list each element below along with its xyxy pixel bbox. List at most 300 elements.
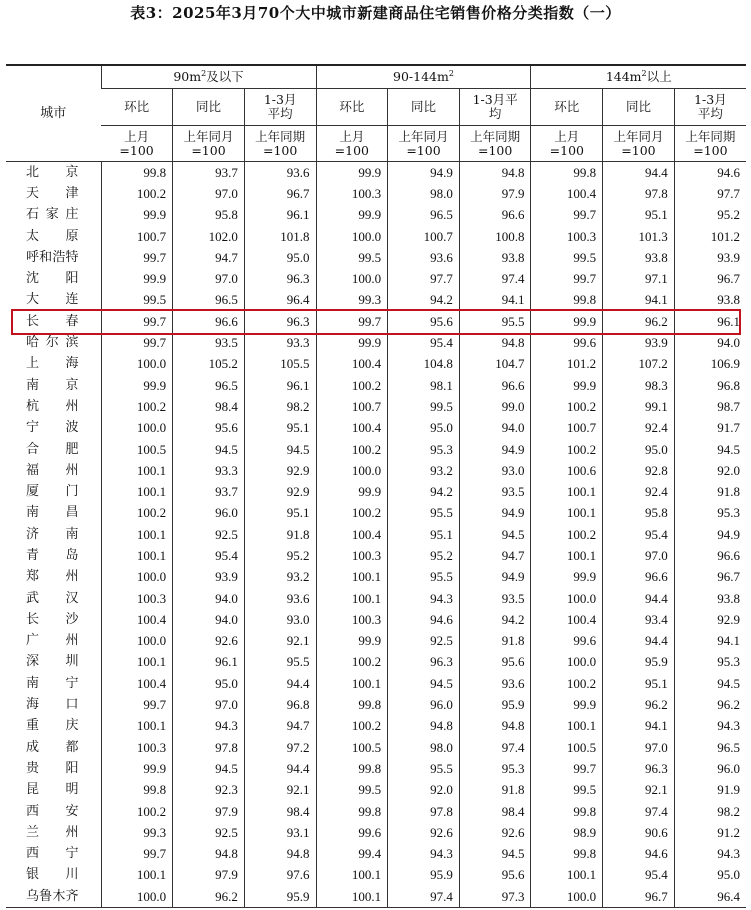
index-value: 91.9 [674,780,746,801]
sub-header [316,89,388,126]
index-value: 100.1 [101,652,173,673]
index-value: 91.2 [674,822,746,843]
index-value: 94.5 [459,844,531,865]
index-value: 100.4 [316,524,388,545]
base-header-line: 上年同月 [183,128,234,144]
index-value: 94.5 [388,673,460,694]
table-row [6,844,746,865]
table-row [6,567,746,588]
index-value: 97.7 [674,183,746,204]
index-value: 97.4 [459,737,531,758]
index-value: 99.9 [316,481,388,502]
table-row [6,801,746,822]
index-value: 95.5 [459,311,531,332]
index-value: 96.6 [603,567,675,588]
index-value: 100.1 [531,481,603,502]
sub-header-line: 1-3月平 [472,92,518,107]
index-value: 96.7 [674,268,746,289]
index-value: 94.5 [674,673,746,694]
price-index-table [6,64,746,908]
index-value: 92.0 [388,780,460,801]
table-row [6,886,746,908]
index-value: 94.5 [674,439,746,460]
base-header [531,126,603,162]
index-value: 99.8 [316,758,388,779]
index-value: 100.2 [316,716,388,737]
index-value: 98.0 [388,737,460,758]
city-name: 南昌 [26,505,79,521]
index-value: 97.9 [459,183,531,204]
index-value: 97.4 [459,268,531,289]
index-value: 99.7 [101,694,173,715]
index-value: 104.7 [459,354,531,375]
index-value: 98.4 [244,801,316,822]
index-value: 94.3 [388,844,460,865]
index-value: 95.5 [388,503,460,524]
index-value: 93.0 [459,460,531,481]
index-value: 100.2 [316,652,388,673]
group-header [531,65,746,89]
table-row [6,503,746,524]
base-header-line: 上月 [339,128,365,144]
index-value: 98.4 [173,396,245,417]
index-value: 100.1 [101,865,173,886]
index-value: 96.2 [173,886,245,908]
index-value: 93.6 [244,588,316,609]
index-value: 96.1 [244,205,316,226]
index-value: 91.7 [674,418,746,439]
index-value: 95.3 [674,503,746,524]
base-header-line: 上年同月 [613,128,664,144]
table-row [6,545,746,566]
sub-header [244,89,316,126]
index-value: 94.7 [459,545,531,566]
table-row [6,460,746,481]
city-name: 南京 [26,377,79,393]
table-row [6,396,746,417]
index-value: 96.4 [244,290,316,311]
index-value: 98.2 [244,396,316,417]
index-value: 96.3 [603,758,675,779]
index-value: 94.6 [674,162,746,184]
index-value: 99.7 [531,205,603,226]
index-value: 94.9 [459,567,531,588]
city-name: 石家庄 [26,207,79,223]
city-name: 天津 [26,185,79,201]
index-value: 99.9 [101,375,173,396]
base-header-line: =100 [406,142,441,158]
city-name: 长沙 [26,611,79,627]
sub-header-line: 环比 [124,99,150,114]
index-value: 100.1 [531,865,603,886]
index-value: 99.7 [101,844,173,865]
sub-header-line: 环比 [554,99,580,114]
index-value: 96.8 [674,375,746,396]
index-value: 99.9 [101,758,173,779]
index-value: 99.5 [101,290,173,311]
index-value: 100.2 [316,375,388,396]
index-value: 100.0 [316,226,388,247]
base-header-line: 上月 [124,128,150,144]
index-value: 96.5 [173,290,245,311]
base-header-line: =100 [693,142,728,158]
index-value: 97.9 [173,801,245,822]
index-value: 99.5 [531,780,603,801]
index-value: 94.1 [603,290,675,311]
index-value: 94.0 [173,609,245,630]
index-value: 100.1 [531,503,603,524]
index-value: 91.8 [674,481,746,502]
index-value: 99.9 [316,162,388,184]
index-value: 105.2 [173,354,245,375]
city-name: 成都 [26,739,79,755]
index-value: 94.8 [244,844,316,865]
sub-header [674,89,746,126]
index-value: 95.2 [244,545,316,566]
index-value: 99.0 [459,396,531,417]
sub-header [531,89,603,126]
index-value: 96.3 [388,652,460,673]
base-header-line: 上年同月 [398,128,449,144]
sub-header-line: 均 [488,106,502,121]
index-value: 100.0 [316,268,388,289]
index-value: 97.6 [244,865,316,886]
index-value: 95.0 [674,865,746,886]
index-value: 99.4 [316,844,388,865]
table-row [6,332,746,353]
index-value: 98.3 [603,375,675,396]
index-value: 100.3 [101,737,173,758]
city-name: 哈尔滨 [26,335,79,351]
index-value: 95.1 [603,205,675,226]
index-value: 93.9 [674,247,746,268]
index-value: 97.2 [244,737,316,758]
index-value: 97.8 [603,183,675,204]
index-value: 99.6 [316,822,388,843]
index-value: 97.0 [173,183,245,204]
table-row [6,588,746,609]
base-header-line: =100 [262,142,298,158]
table-row [6,418,746,439]
table-row [6,268,746,289]
index-value: 94.4 [244,673,316,694]
city-name: 西安 [26,803,79,819]
index-value: 99.9 [101,268,173,289]
index-value: 98.1 [388,375,460,396]
index-value: 93.5 [173,332,245,353]
index-value: 100.4 [531,183,603,204]
index-value: 96.2 [603,694,675,715]
index-value: 100.2 [101,183,173,204]
table-row [6,631,746,652]
index-value: 100.2 [316,503,388,524]
index-value: 100.3 [531,226,603,247]
index-value: 93.8 [603,247,675,268]
city-name: 乌鲁木齐 [6,886,101,908]
index-value: 95.9 [603,652,675,673]
index-value: 92.1 [603,780,675,801]
index-value: 97.4 [388,886,460,908]
index-value: 97.0 [173,268,245,289]
index-value: 96.7 [674,567,746,588]
index-value: 95.6 [173,418,245,439]
sub-header-line: 同比 [195,99,221,114]
index-value: 92.5 [173,524,245,545]
index-value: 93.2 [388,460,460,481]
index-value: 94.5 [173,439,245,460]
index-value: 96.0 [388,694,460,715]
index-value: 98.2 [674,801,746,822]
index-value: 105.5 [244,354,316,375]
index-value: 92.6 [459,822,531,843]
index-value: 93.9 [603,332,675,353]
index-value: 99.6 [531,332,603,353]
index-value: 99.6 [531,631,603,652]
sub-header [603,89,675,126]
index-value: 96.5 [173,375,245,396]
index-value: 94.3 [388,588,460,609]
sub-header [101,89,173,126]
index-value: 95.1 [244,503,316,524]
index-value: 94.0 [674,332,746,353]
index-value: 92.6 [388,822,460,843]
index-value: 90.6 [603,822,675,843]
index-value: 95.5 [388,567,460,588]
table-row [6,205,746,226]
index-value: 106.9 [674,354,746,375]
index-value: 100.0 [101,886,173,908]
index-value: 96.2 [603,311,675,332]
index-value: 100.1 [101,460,173,481]
index-value: 100.0 [101,418,173,439]
city-column-header: 城市 [6,65,101,162]
index-value: 94.2 [388,290,460,311]
index-value: 100.4 [101,609,173,630]
table-row [6,609,746,630]
index-value: 100.0 [101,567,173,588]
index-value: 95.4 [173,545,245,566]
table-row [6,481,746,502]
index-value: 99.7 [531,758,603,779]
base-header [388,126,460,162]
city-name: 银川 [26,867,79,883]
index-value: 96.3 [244,311,316,332]
index-value: 93.6 [244,162,316,184]
index-value: 99.8 [101,162,173,184]
index-value: 99.8 [316,801,388,822]
index-value: 95.8 [173,205,245,226]
group-header-sup: 2 [201,68,207,78]
index-value: 100.5 [316,737,388,758]
group-header [101,65,316,89]
index-value: 100.0 [531,588,603,609]
base-header [674,126,746,162]
index-value: 101.2 [674,226,746,247]
index-value: 94.0 [459,418,531,439]
index-value: 97.4 [603,801,675,822]
index-value: 98.9 [531,822,603,843]
index-value: 100.0 [531,652,603,673]
index-value: 100.7 [316,396,388,417]
index-value: 93.6 [459,673,531,694]
city-name: 海口 [26,697,79,713]
index-value: 96.6 [459,205,531,226]
index-value: 100.1 [316,588,388,609]
index-value: 94.6 [603,844,675,865]
index-value: 100.4 [316,354,388,375]
index-value: 99.7 [316,311,388,332]
group-header [316,65,531,89]
index-value: 96.0 [674,758,746,779]
index-value: 96.4 [674,886,746,908]
index-value: 102.0 [173,226,245,247]
group-header-suffix: 以上 [646,69,672,84]
table-row [6,737,746,758]
city-name: 上海 [26,356,79,372]
index-value: 94.9 [674,524,746,545]
index-value: 93.6 [388,247,460,268]
index-value: 97.7 [388,268,460,289]
index-value: 99.9 [101,205,173,226]
index-value: 96.6 [674,545,746,566]
index-value: 104.8 [388,354,460,375]
index-value: 98.0 [388,183,460,204]
group-header-text: 90-144m [393,69,449,84]
index-value: 100.2 [316,439,388,460]
base-header-line: =100 [621,142,656,158]
index-value: 96.6 [459,375,531,396]
index-value: 93.4 [603,609,675,630]
index-value: 100.1 [316,865,388,886]
index-value: 100.8 [459,226,531,247]
index-value: 101.8 [244,226,316,247]
index-value: 99.7 [101,311,173,332]
index-value: 94.6 [388,609,460,630]
index-value: 100.5 [531,737,603,758]
index-value: 96.2 [674,694,746,715]
index-value: 95.3 [674,652,746,673]
group-header-sup: 2 [448,68,454,78]
index-value: 94.8 [459,716,531,737]
index-value: 99.1 [603,396,675,417]
index-value: 95.6 [459,865,531,886]
table-row [6,822,746,843]
table-row [6,716,746,737]
base-header-line: =100 [119,142,154,158]
index-value: 100.2 [101,503,173,524]
index-value: 96.5 [388,205,460,226]
index-value: 107.2 [603,354,675,375]
index-value: 100.3 [101,588,173,609]
index-value: 93.8 [674,290,746,311]
city-name: 重庆 [26,718,79,734]
index-value: 92.4 [603,481,675,502]
city-name: 广州 [26,633,79,649]
group-header-text: 90m [173,69,202,84]
base-header-line: 上年同期 [255,128,306,144]
index-value: 100.1 [101,545,173,566]
index-value: 99.8 [531,844,603,865]
base-header-line: 上年同期 [685,128,736,144]
index-value: 93.3 [173,460,245,481]
table-row [6,290,746,311]
table-row [6,524,746,545]
index-value: 94.4 [603,631,675,652]
index-value: 99.5 [531,247,603,268]
index-value: 100.5 [101,439,173,460]
city-name: 合肥 [26,441,79,457]
index-value: 100.6 [531,460,603,481]
base-header [173,126,245,162]
index-value: 97.0 [603,737,675,758]
city-name: 昆明 [26,782,79,798]
city-name: 福州 [26,462,79,478]
index-value: 93.7 [173,481,245,502]
index-value: 95.3 [459,758,531,779]
table-row [6,247,746,268]
index-value: 100.0 [316,460,388,481]
index-value: 95.6 [388,311,460,332]
base-header [101,126,173,162]
index-value: 94.3 [173,716,245,737]
index-value: 97.9 [173,865,245,886]
table-row [6,439,746,460]
index-value: 91.8 [459,780,531,801]
index-value: 100.2 [531,396,603,417]
sub-header [459,89,531,126]
table-row [6,758,746,779]
index-value: 93.5 [459,481,531,502]
index-value: 96.1 [173,652,245,673]
index-value: 94.4 [603,162,675,184]
index-value: 100.4 [531,609,603,630]
index-value: 96.1 [244,375,316,396]
index-value: 94.1 [459,290,531,311]
table-row [6,162,746,184]
index-value: 94.9 [459,439,531,460]
index-value: 94.8 [173,844,245,865]
index-value: 100.7 [531,418,603,439]
index-value: 99.8 [316,694,388,715]
index-value: 100.0 [101,631,173,652]
index-value: 93.3 [244,332,316,353]
index-value: 101.2 [531,354,603,375]
table-row [6,354,746,375]
city-name: 深圳 [26,654,79,670]
index-value: 94.9 [459,503,531,524]
city-name: 沈阳 [26,271,79,287]
city-name: 大连 [26,292,79,308]
index-value: 92.9 [674,609,746,630]
index-value: 93.8 [674,588,746,609]
table-row [6,694,746,715]
base-header-line: 上年同期 [470,128,521,144]
index-value: 94.5 [173,758,245,779]
sub-header-line: 同比 [410,99,436,114]
index-value: 95.4 [388,332,460,353]
table-row [6,226,746,247]
base-header-line: =100 [477,142,513,158]
sub-header [173,89,245,126]
index-value: 95.0 [603,439,675,460]
index-value: 101.3 [603,226,675,247]
index-value: 99.8 [531,290,603,311]
index-value: 96.8 [244,694,316,715]
index-value: 100.7 [388,226,460,247]
index-value: 92.1 [244,631,316,652]
index-value: 94.8 [459,162,531,184]
index-value: 93.9 [173,567,245,588]
